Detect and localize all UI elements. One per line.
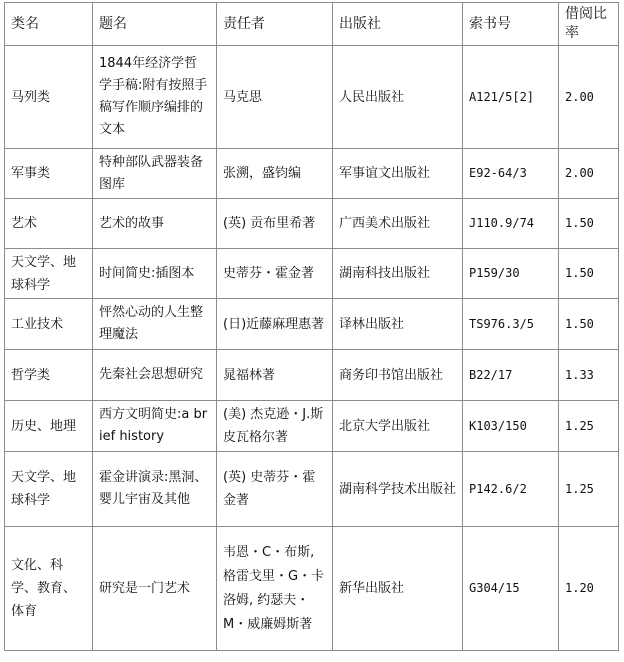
- table-row: [5, 401, 619, 452]
- cell-call-number: A121/5[2]: [463, 46, 559, 149]
- cell-call-number: P142.6/2: [463, 452, 559, 527]
- cell-call-number: J110.9/74: [463, 199, 559, 249]
- cell-publisher: 商务印书馆出版社: [333, 350, 463, 401]
- cell-title: 西方文明简史:a brief history: [93, 401, 217, 452]
- header-title: 题名: [93, 3, 217, 46]
- cell-publisher: 广西美术出版社: [333, 199, 463, 249]
- cell-category: 艺术: [5, 199, 93, 249]
- cell-ratio: 1.25: [559, 401, 619, 452]
- cell-ratio: 1.33: [559, 350, 619, 401]
- table-row: [5, 149, 619, 199]
- cell-author: 晁福林著: [217, 350, 333, 401]
- table-row: [5, 452, 619, 527]
- cell-ratio: 1.20: [559, 527, 619, 651]
- table-row: [5, 249, 619, 299]
- cell-title: 1844年经济学哲学手稿:附有按照手稿写作顺序编排的文本: [93, 46, 217, 149]
- cell-category: 军事类: [5, 149, 93, 199]
- cell-title: 艺术的故事: [93, 199, 217, 249]
- cell-call-number: TS976.3/5: [463, 299, 559, 350]
- table-row: [5, 299, 619, 350]
- header-publisher: 出版社: [333, 3, 463, 46]
- cell-call-number: P159/30: [463, 249, 559, 299]
- cell-call-number: B22/17: [463, 350, 559, 401]
- cell-category: 马列类: [5, 46, 93, 149]
- cell-author: 韦恩・C・布斯, 格雷戈里・G・卡洛姆, 约瑟夫・M・威廉姆斯著: [217, 527, 333, 651]
- table-row: [5, 527, 619, 651]
- cell-author: 马克思: [217, 46, 333, 149]
- cell-publisher: 湖南科技出版社: [333, 249, 463, 299]
- cell-author: (英) 贡布里希著: [217, 199, 333, 249]
- cell-publisher: 人民出版社: [333, 46, 463, 149]
- header-category: 类名: [5, 3, 93, 46]
- cell-publisher: 军事谊文出版社: [333, 149, 463, 199]
- cell-ratio: 1.50: [559, 199, 619, 249]
- cell-publisher: 北京大学出版社: [333, 401, 463, 452]
- table-row: [5, 350, 619, 401]
- cell-title: 怦然心动的人生整理魔法: [93, 299, 217, 350]
- cell-title: 先秦社会思想研究: [93, 350, 217, 401]
- header-row: [5, 3, 619, 46]
- cell-title: 研究是一门艺术: [93, 527, 217, 651]
- table-row: [5, 46, 619, 149]
- cell-author: (日)近藤麻理惠著: [217, 299, 333, 350]
- cell-category: 天文学、地球科学: [5, 452, 93, 527]
- cell-publisher: 译林出版社: [333, 299, 463, 350]
- cell-ratio: 2.00: [559, 46, 619, 149]
- cell-call-number: E92-64/3: [463, 149, 559, 199]
- book-borrow-table: [4, 2, 619, 651]
- cell-publisher: 湖南科学技术出版社: [333, 452, 463, 527]
- cell-category: 哲学类: [5, 350, 93, 401]
- cell-publisher: 新华出版社: [333, 527, 463, 651]
- cell-title: 时间简史:插图本: [93, 249, 217, 299]
- cell-ratio: 2.00: [559, 149, 619, 199]
- header-ratio: 借阅比率: [559, 3, 619, 46]
- cell-call-number: K103/150: [463, 401, 559, 452]
- cell-category: 天文学、地球科学: [5, 249, 93, 299]
- cell-ratio: 1.25: [559, 452, 619, 527]
- cell-author: (美) 杰克逊・J.斯皮瓦格尔著: [217, 401, 333, 452]
- cell-call-number: G304/15: [463, 527, 559, 651]
- header-author: 责任者: [217, 3, 333, 46]
- cell-title: 特种部队武器装备图库: [93, 149, 217, 199]
- cell-author: 张溯，盛钧编: [217, 149, 333, 199]
- cell-ratio: 1.50: [559, 249, 619, 299]
- cell-category: 工业技术: [5, 299, 93, 350]
- table-row: [5, 199, 619, 249]
- cell-category: 历史、地理: [5, 401, 93, 452]
- cell-ratio: 1.50: [559, 299, 619, 350]
- cell-category: 文化、科学、教育、体育: [5, 527, 93, 651]
- cell-title: 霍金讲演录:黑洞、婴儿宇宙及其他: [93, 452, 217, 527]
- header-call-number: 索书号: [463, 3, 559, 46]
- cell-author: 史蒂芬・霍金著: [217, 249, 333, 299]
- cell-author: (英) 史蒂芬・霍金著: [217, 452, 333, 527]
